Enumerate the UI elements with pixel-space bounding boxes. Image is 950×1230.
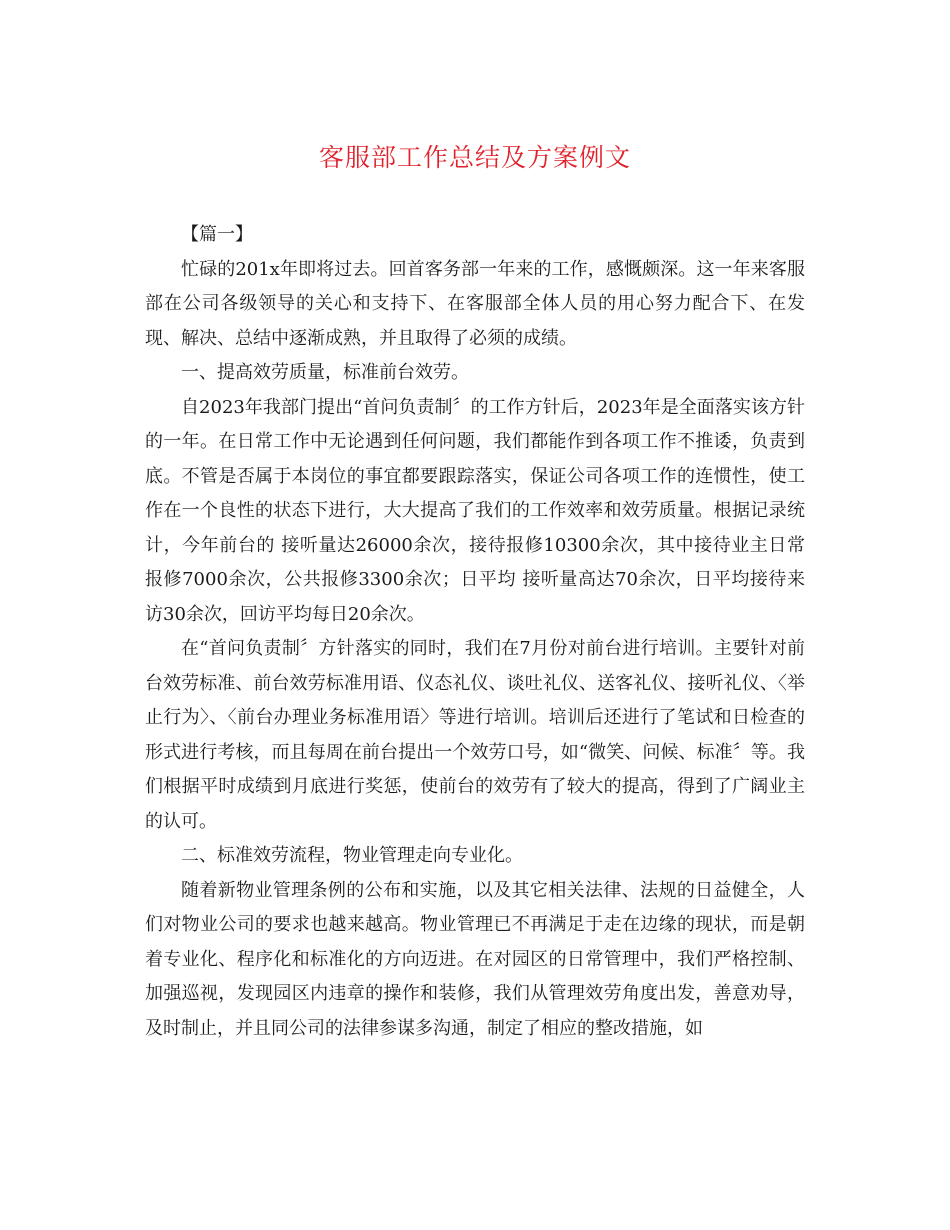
paragraph-property-management: 随着新物业管理条例的公布和实施，以及其它相关法律、法规的日益健全，人们对物业公司的要求也越来越高。物业管理已不再满足于走在边缘的现状，而是朝着专业化、程序化和标准化的方向迈进。在对园区的日常管理中，我们严格控制、加强巡视，发现园区内违章的操作和装修，我们从管理效劳角度出发，善意劝导，及时制止，并且同公司的法律参谋多沟通，制定了相应的整改措施，如: [145, 879, 805, 1039]
paragraph-intro: 忙碌的201x年即将过去。回首客务部一年来的工作，感慨颇深。这一年来客服部在公司各级领导的关心和支持下、在客服部全体人员的用心努力配合下、在发现、解决、总结中逐渐成熟，并且取得了必须的成绩。: [145, 258, 805, 349]
section-label: 【篇一】: [181, 224, 253, 245]
heading-section-1: 一、提高效劳质量，标准前台效劳。: [181, 362, 469, 383]
document-body: [145, 218, 805, 1046]
paragraph-front-desk-training: 在“首问负责制〞方针落实的同时，我们在7月份对前台进行培训。主要针对前台效劳标准、前台效劳标准用语、仪态礼仪、谈吐礼仪、送客礼仪、接听礼仪、〈举止行为〉、〈前台办理业务标准用语〉等进行培训。培训后还进行了笔试和日检查的形式进行考核，而且每周在前台提出一个效劳口号，如“微笑、问候、标准〞等。我们根据平时成绩到月底进行奖惩，使前台的效劳有了较大的提高，得到了广阔业主的认可。: [145, 638, 805, 832]
document-title: 客服部工作总结及方案例文: [318, 143, 631, 172]
heading-section-2: 二、标准效劳流程，物业管理走向专业化。: [181, 845, 523, 866]
paragraph-first-inquiry-policy: 自2023年我部门提出“首问负责制〞的工作方针后，2023年是全面落实该方针的一年。在日常工作中无论遇到任何问题，我们都能作到各项工作不推诿，负责到底。不管是否属于本岗位的事宜都要跟踪落实，保证公司各项工作的连惯性，使工作在一个良性的状态下进行，大大提高了我们的工作效率和效劳质量。根据记录统计，今年前台的 接听量达26000余次，接待报修10300余次，其中接待业主日常报修7000余次，公共报修3300余次；日平均 接听量高达70余次，日平均接待来访30余次，回访平均每日20余次。: [145, 396, 805, 625]
